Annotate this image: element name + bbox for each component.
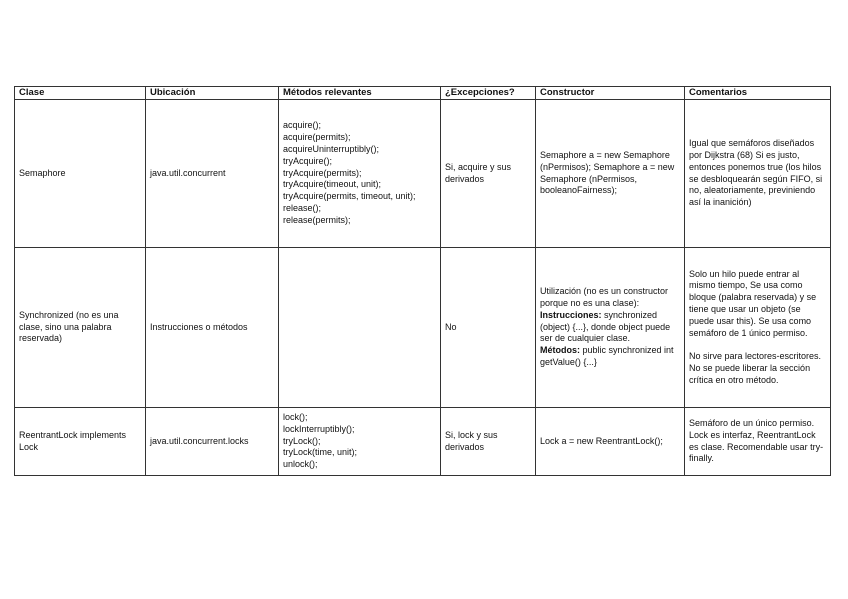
method-line: lockInterruptibly();	[283, 423, 355, 434]
cell-excepciones: Si, acquire y sus derivados	[441, 100, 536, 248]
method-line: acquireUninterruptibly();	[283, 144, 380, 154]
cell-clase: Semaphore	[15, 100, 146, 248]
cell-ubicacion: java.util.concurrent.locks	[146, 408, 279, 476]
header-ubicacion: Ubicación	[146, 87, 279, 100]
method-line: tryLock();	[283, 435, 321, 446]
cell-excepciones: Si, lock y sus derivados	[441, 408, 536, 476]
method-line: unlock();	[283, 459, 318, 470]
table-row	[15, 100, 831, 248]
method-line: tryLock(time, unit);	[283, 447, 358, 458]
cell-metodos	[279, 100, 441, 248]
cell-comentarios: Semáforo de un único permiso. Lock es interfaz, ReentrantLock es clase. Recomendable usar try-finally.	[685, 408, 831, 476]
header-metodos: Métodos relevantes	[279, 87, 441, 100]
cell-constructor: Semaphore a = new Semaphore (nPermisos); Semaphore a = new Semaphore (nPermisos, booleanoFairness);	[536, 100, 685, 248]
cell-ubicacion: java.util.concurrent	[146, 100, 279, 248]
header-comentarios: Comentarios	[685, 87, 831, 100]
paragraph-spacer	[689, 339, 826, 351]
method-line: tryAcquire(permits, timeout, unit);	[283, 191, 416, 202]
header-row	[15, 87, 831, 100]
cell-constructor	[536, 248, 685, 408]
cell-comentarios	[685, 248, 831, 408]
cell-metodos	[279, 248, 441, 408]
cell-metodos	[279, 408, 441, 476]
method-line: release();	[283, 202, 322, 213]
cell-constructor: Lock a = new ReentrantLock();	[536, 408, 685, 476]
header-constructor: Constructor	[536, 87, 685, 100]
method-line: tryAcquire();	[283, 155, 333, 166]
metodos-label: Métodos:	[540, 345, 580, 356]
comment-paragraph-2: No sirve para lectores-escritores. No se puede liberar la sección crítica en otro método.	[689, 351, 822, 385]
method-line: release(permits);	[283, 214, 351, 225]
cell-excepciones: No	[441, 248, 536, 408]
header-clase: Clase	[15, 87, 146, 100]
method-line: tryAcquire(permits);	[283, 167, 362, 178]
table-row	[15, 408, 831, 476]
cell-clase: ReentrantLock implements Lock	[15, 408, 146, 476]
table-row	[15, 248, 831, 408]
cell-clase: Synchronized (no es una clase, sino una palabra reservada)	[15, 248, 146, 408]
metodos-text: public synchronized int getValue() {...}	[540, 345, 674, 367]
method-line: tryAcquire(timeout, unit);	[283, 179, 382, 190]
instrucciones-label: Instrucciones:	[540, 309, 602, 320]
comment-paragraph-1: Solo un hilo puede entrar al mismo tiempo, Se usa como bloque (palabra reservada) y se tiene que usar un objeto (se puede usar this). Se usa como semáforo de 1 único permiso.	[689, 268, 817, 338]
method-line: acquire();	[283, 120, 322, 131]
method-line: acquire(permits);	[283, 132, 351, 143]
locks-comparison-table	[14, 86, 831, 476]
instrucciones-text: synchronized (object) {...}, donde object puede ser de cualquier clase.	[540, 309, 671, 344]
method-line: lock();	[283, 412, 308, 422]
cell-comentarios: Igual que semáforos diseñados por Dijkstra (68) Si es justo, entonces ponemos true (los hilos se desbloquearán según FIFO, si no, aleatoriamente, previniendo así la inanición)	[685, 100, 831, 248]
cell-ubicacion: Instrucciones o métodos	[146, 248, 279, 408]
header-excepciones: ¿Excepciones?	[441, 87, 536, 100]
constructor-intro: Utilización (no es un constructor porque no es una clase):	[540, 286, 669, 308]
